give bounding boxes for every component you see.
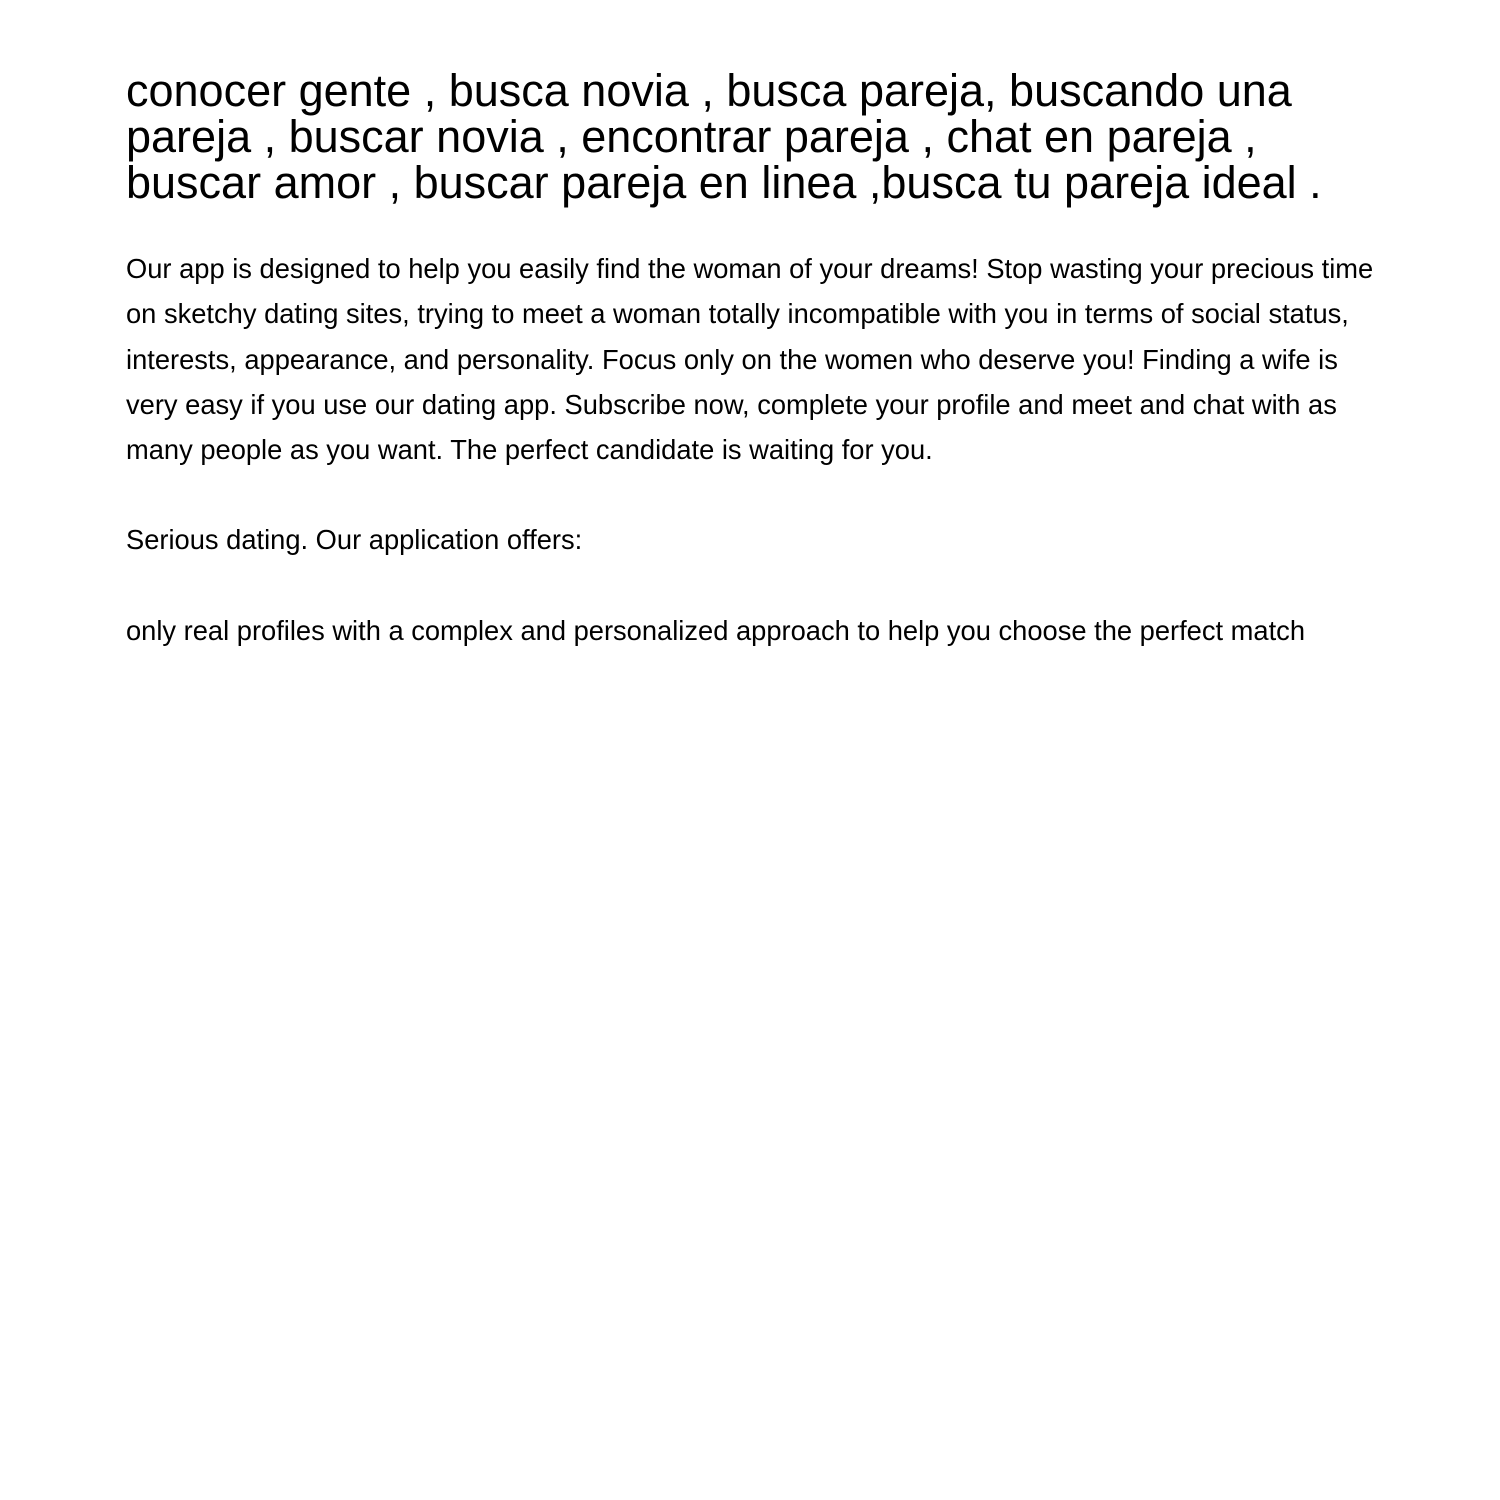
intro-paragraph: Our app is designed to help you easily find the woman of your dreams! Stop wasting your precious time on sketchy dating sites, trying to meet a woman totally incompatible with you in terms of social status, interests, appearance, and personality. Focus only on the women who deserve you! Finding a wife is very easy if you use our dating app. Subscribe now, complete your profile and meet and chat with as many people as you want. The perfect candidate is waiting for you. bbox=[126, 253, 1374, 466]
offers-intro-paragraph: Serious dating. Our application offers: bbox=[126, 524, 583, 556]
document-heading: conocer gente , busca novia , busca pareja, buscando una pareja , buscar novia , encontrar pareja , chat en pareja , buscar amor , buscar pareja en linea ,busca tu pareja ideal . bbox=[126, 65, 1322, 208]
document-page bbox=[126, 65, 1376, 653]
offer-item-paragraph: only real profiles with a complex and personalized approach to help you choose the perfect match bbox=[126, 614, 1306, 646]
